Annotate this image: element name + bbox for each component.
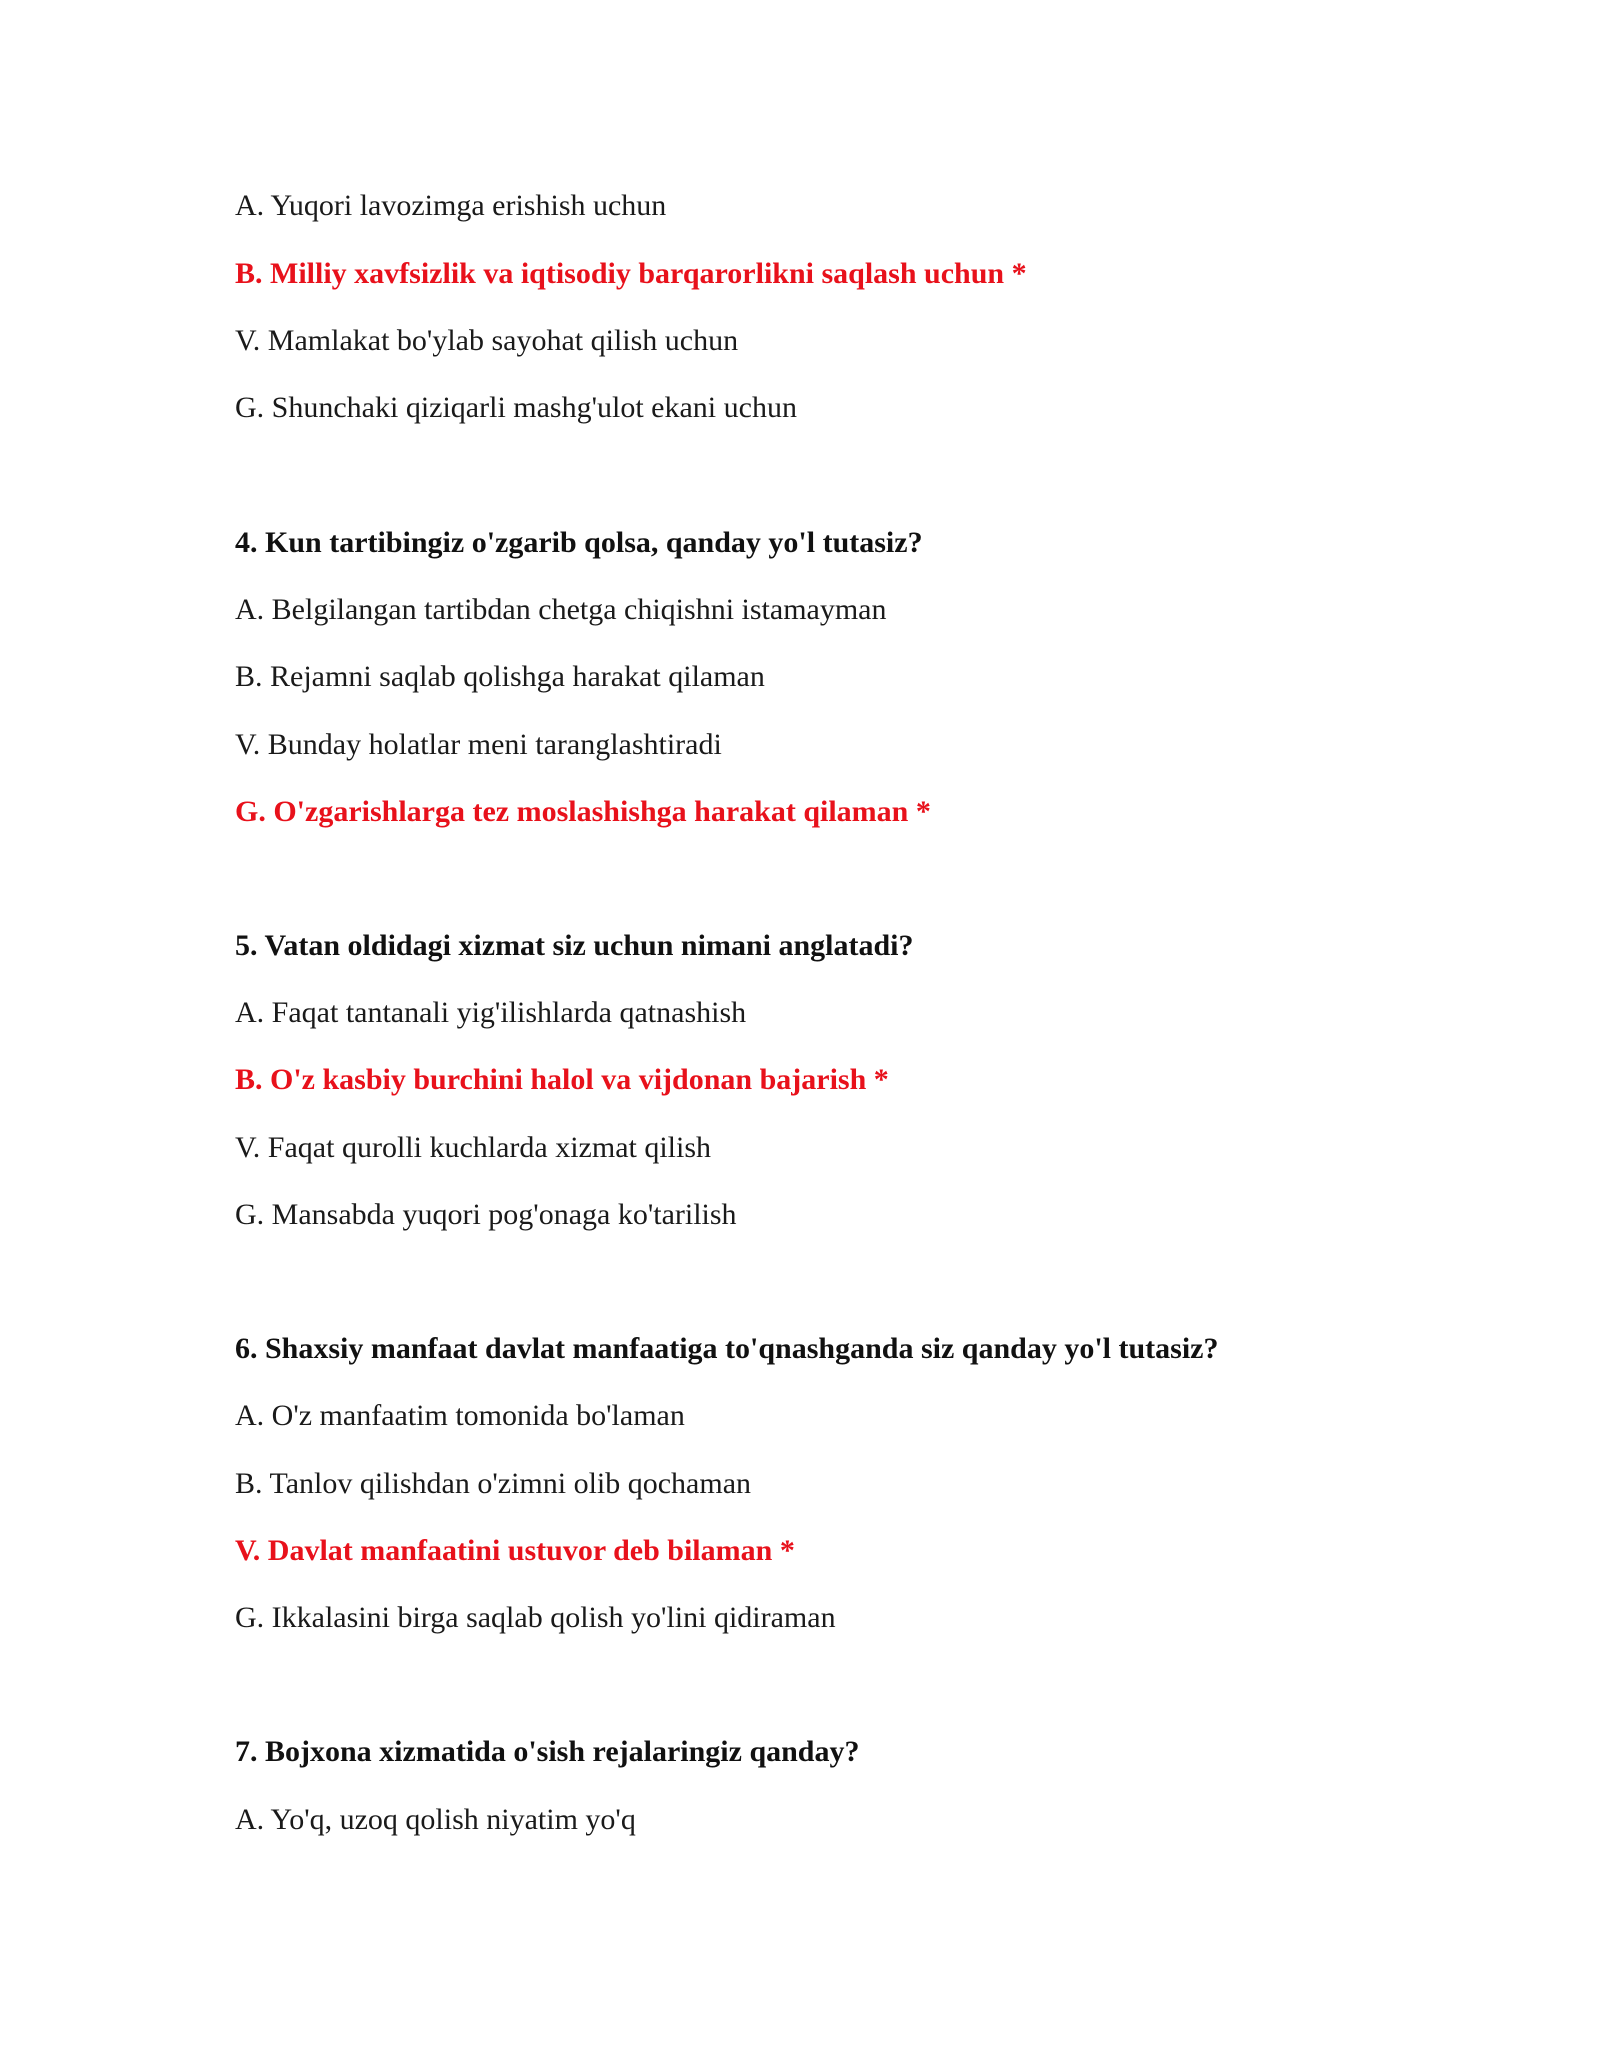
option-3v: V. Mamlakat bo'ylab sayohat qilish uchun <box>235 324 739 357</box>
option-3a: A. Yuqori lavozimga erishish uchun <box>235 189 667 222</box>
option-4v: V. Bunday holatlar meni taranglashtiradi <box>235 728 722 761</box>
option-5g: G. Mansabda yuqori pog'onaga ko'tarilish <box>235 1198 737 1231</box>
option-3g: G. Shunchaki qiziqarli mashg'ulot ekani uchun <box>235 391 797 424</box>
option-6g: G. Ikkalasini birga saqlab qolish yo'lini qidiraman <box>235 1601 836 1634</box>
question-4: 4. Kun tartibingiz o'zgarib qolsa, qanday yo'l tutasiz? <box>235 526 923 559</box>
option-5v: V. Faqat qurolli kuchlarda xizmat qilish <box>235 1131 712 1164</box>
option-3b-correct: B. Milliy xavfsizlik va iqtisodiy barqarorlikni saqlash uchun * <box>235 257 1027 290</box>
option-4b: B. Rejamni saqlab qolishga harakat qilaman <box>235 660 765 693</box>
question-6: 6. Shaxsiy manfaat davlat manfaatiga to'qnashganda siz qanday yo'l tutasiz? <box>235 1332 1219 1365</box>
option-5a: A. Faqat tantanali yig'ilishlarda qatnashish <box>235 996 747 1029</box>
option-6b: B. Tanlov qilishdan o'zimni olib qochaman <box>235 1467 752 1500</box>
question-7: 7. Bojxona xizmatida o'sish rejalaringiz qanday? <box>235 1735 860 1768</box>
option-7a: A. Yo'q, uzoq qolish niyatim yo'q <box>235 1803 636 1836</box>
option-6v-correct: V. Davlat manfaatini ustuvor deb bilaman * <box>235 1534 795 1567</box>
option-6a: A. O'z manfaatim tomonida bo'laman <box>235 1399 685 1432</box>
option-4a: A. Belgilangan tartibdan chetga chiqishni istamayman <box>235 593 887 626</box>
option-5b-correct: B. O'z kasbiy burchini halol va vijdonan bajarish * <box>235 1063 889 1096</box>
option-4g-correct: G. O'zgarishlarga tez moslashishga harakat qilaman * <box>235 795 931 828</box>
question-5: 5. Vatan oldidagi xizmat siz uchun nimani anglatadi? <box>235 929 914 962</box>
